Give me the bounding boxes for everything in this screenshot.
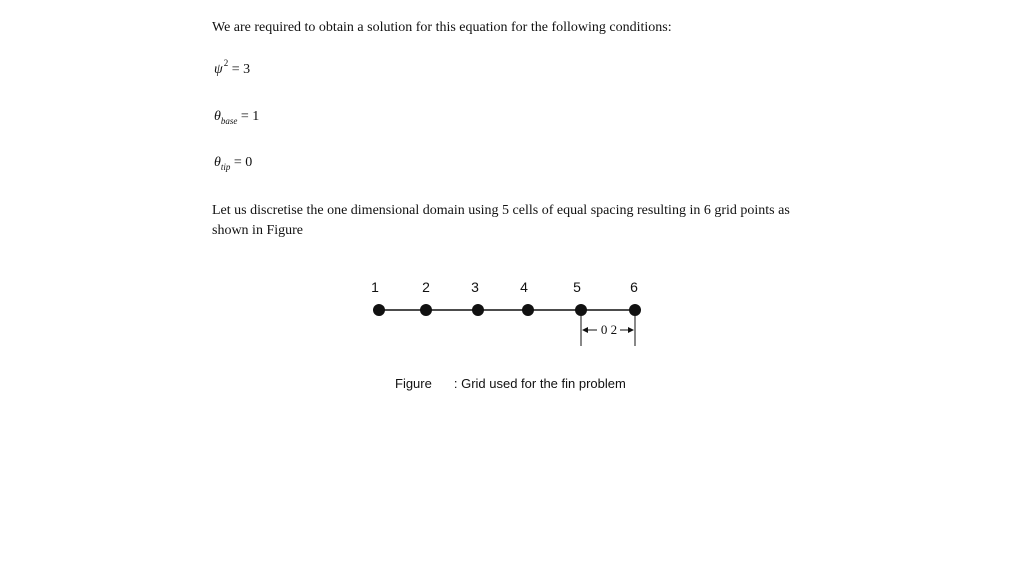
arrow-left-icon bbox=[582, 327, 588, 333]
spacing-label: 0 2 bbox=[600, 322, 618, 337]
grid-point-4 bbox=[522, 304, 534, 316]
point-label-2: 2 bbox=[422, 279, 430, 295]
point-label-1: 1 bbox=[371, 279, 379, 295]
theta-base-rhs: = 1 bbox=[240, 109, 260, 124]
grid-point-5 bbox=[575, 304, 587, 316]
theta-tip-symbol: θ bbox=[214, 155, 221, 170]
equation-theta-tip bbox=[214, 155, 252, 171]
theta-tip-rhs: = 0 bbox=[233, 155, 253, 170]
grid-point-2 bbox=[420, 304, 432, 316]
equation-psi bbox=[214, 58, 251, 78]
point-label-3: 3 bbox=[471, 279, 479, 295]
psi-symbol: ψ bbox=[214, 62, 223, 77]
caption-label: Figure bbox=[395, 376, 432, 391]
grid-point-3 bbox=[472, 304, 484, 316]
point-label-6: 6 bbox=[630, 279, 638, 295]
point-label-4: 4 bbox=[520, 279, 528, 295]
intro-paragraph: We are required to obtain a solution for this equation for the following conditions: bbox=[212, 20, 672, 35]
point-label-5: 5 bbox=[573, 279, 581, 295]
caption-text: : Grid used for the fin problem bbox=[453, 376, 626, 391]
psi-exponent: 2 bbox=[223, 58, 229, 68]
grid-point-1 bbox=[373, 304, 385, 316]
figure-caption bbox=[395, 376, 626, 391]
spacing-dimension bbox=[581, 316, 635, 346]
discretise-paragraph: Let us discretise the one dimensional domain using 5 cells of equal spacing resulting in 6 grid points as shown in Figure bbox=[212, 203, 790, 238]
arrow-right-icon bbox=[628, 327, 634, 333]
grid-point-6 bbox=[629, 304, 641, 316]
theta-tip-subscript: tip bbox=[220, 162, 231, 172]
psi-rhs: = 3 bbox=[231, 62, 251, 77]
equation-theta-base bbox=[214, 109, 259, 125]
theta-base-symbol: θ bbox=[214, 109, 221, 124]
theta-base-subscript: base bbox=[220, 116, 238, 126]
grid-figure bbox=[360, 270, 660, 352]
